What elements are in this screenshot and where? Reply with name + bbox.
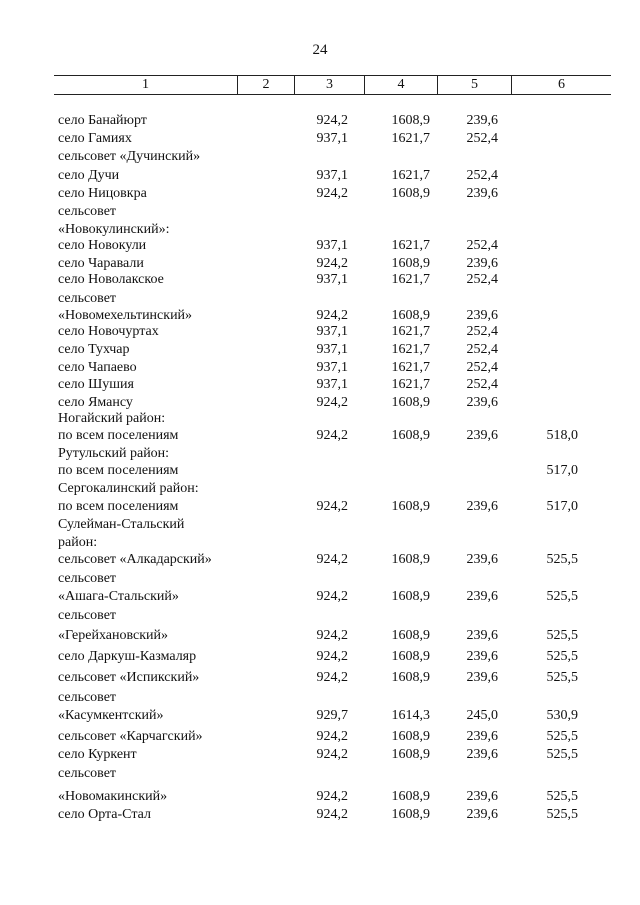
row-col5-value: 239,6 — [466, 649, 498, 664]
row-col6-value: 525,5 — [546, 789, 578, 804]
row-col5-value: 252,4 — [466, 360, 498, 375]
table-row — [0, 203, 640, 221]
row-col5-value: 239,6 — [466, 186, 498, 201]
row-col3-value: 924,2 — [316, 113, 348, 128]
table-row — [0, 185, 640, 203]
row-name: село Новокули — [58, 238, 147, 253]
row-col3-value: 924,2 — [316, 670, 348, 685]
row-col4-value: 1621,7 — [391, 168, 430, 183]
table-row — [0, 627, 640, 645]
table-row — [0, 788, 640, 806]
row-col3-value: 937,1 — [316, 324, 348, 339]
row-col6-value: 525,5 — [546, 628, 578, 643]
row-col6-value: 525,5 — [546, 747, 578, 762]
row-name: сельсовет — [58, 291, 117, 306]
row-name: сельсовет «Алкадарский» — [58, 552, 212, 567]
row-col5-value: 239,6 — [466, 256, 498, 271]
table-row — [0, 359, 640, 377]
row-col5-value: 252,4 — [466, 342, 498, 357]
row-col4-value: 1608,9 — [391, 256, 430, 271]
row-col3-value: 924,2 — [316, 308, 348, 323]
row-name: село Орта-Стал — [58, 807, 151, 822]
row-col3-value: 924,2 — [316, 428, 348, 443]
row-col6-value: 517,0 — [546, 499, 578, 514]
row-col4-value: 1608,9 — [391, 807, 430, 822]
row-col4-value: 1608,9 — [391, 395, 430, 410]
row-col4-value: 1621,7 — [391, 238, 430, 253]
column-header-1: 1 — [54, 76, 238, 94]
row-col4-value: 1608,9 — [391, 113, 430, 128]
row-col4-value: 1621,7 — [391, 324, 430, 339]
column-header-5: 5 — [438, 76, 512, 94]
table-row — [0, 765, 640, 783]
row-name: село Чаравали — [58, 256, 144, 271]
table-row — [0, 728, 640, 746]
row-col6-value: 525,5 — [546, 807, 578, 822]
column-header-3: 3 — [295, 76, 365, 94]
row-col5-value: 239,6 — [466, 589, 498, 604]
row-name: село Чапаево — [58, 360, 137, 375]
row-name: «Новомехельтинский» — [58, 308, 193, 323]
table-row — [0, 427, 640, 445]
table-row — [0, 341, 640, 359]
row-name: село Банайюрт — [58, 113, 147, 128]
table-row — [0, 588, 640, 606]
table-row — [0, 648, 640, 666]
row-col4-value: 1608,9 — [391, 499, 430, 514]
row-col3-value: 924,2 — [316, 729, 348, 744]
table-row — [0, 669, 640, 687]
table-row — [0, 237, 640, 255]
row-name: село Ямансу — [58, 395, 133, 410]
row-col3-value: 937,1 — [316, 360, 348, 375]
row-name: Сулейман-Стальский — [58, 517, 185, 532]
row-col4-value: 1608,9 — [391, 589, 430, 604]
row-col6-value: 518,0 — [546, 428, 578, 443]
table-row — [0, 534, 640, 552]
row-name: сельсовет — [58, 204, 117, 219]
row-col3-value: 924,2 — [316, 747, 348, 762]
row-name: район: — [58, 535, 98, 550]
row-name: сельсовет «Испикский» — [58, 670, 200, 685]
row-col6-value: 525,5 — [546, 589, 578, 604]
row-name: село Тухчар — [58, 342, 130, 357]
row-name: «Новомакинский» — [58, 789, 168, 804]
row-col5-value: 239,6 — [466, 499, 498, 514]
row-col4-value: 1621,7 — [391, 272, 430, 287]
row-col5-value: 239,6 — [466, 628, 498, 643]
row-col3-value: 924,2 — [316, 807, 348, 822]
table-row — [0, 112, 640, 130]
row-col5-value: 252,4 — [466, 324, 498, 339]
row-col3-value: 924,2 — [316, 395, 348, 410]
row-col4-value: 1608,9 — [391, 729, 430, 744]
table-row — [0, 445, 640, 463]
row-col6-value: 525,5 — [546, 649, 578, 664]
row-name: сельсовет — [58, 690, 117, 705]
row-col3-value: 937,1 — [316, 131, 348, 146]
row-name: «Герейхановский» — [58, 628, 168, 643]
column-header-6: 6 — [558, 77, 565, 92]
row-name: сельсовет — [58, 766, 117, 781]
row-name: по всем поселениям — [58, 463, 179, 478]
row-col3-value: 924,2 — [316, 589, 348, 604]
table-row — [0, 707, 640, 725]
row-col3-value: 937,1 — [316, 377, 348, 392]
table-row — [0, 689, 640, 707]
row-col4-value: 1608,9 — [391, 628, 430, 643]
table-row — [0, 480, 640, 498]
row-col3-value: 924,2 — [316, 649, 348, 664]
row-col5-value: 239,6 — [466, 395, 498, 410]
table-row — [0, 323, 640, 341]
row-col3-value: 924,2 — [316, 552, 348, 567]
row-name: Рутульский район: — [58, 446, 170, 461]
table-row — [0, 516, 640, 534]
row-name: по всем поселениям — [58, 428, 179, 443]
row-name: по всем поселениям — [58, 499, 179, 514]
row-col5-value: 239,6 — [466, 113, 498, 128]
row-col3-value: 924,2 — [316, 256, 348, 271]
row-col6-value: 517,0 — [546, 463, 578, 478]
row-col3-value: 924,2 — [316, 186, 348, 201]
row-col5-value: 239,6 — [466, 552, 498, 567]
row-name: Сергокалинский район: — [58, 481, 199, 496]
row-name: «Ашага-Стальский» — [58, 589, 179, 604]
row-col5-value: 252,4 — [466, 168, 498, 183]
row-name: Ногайский район: — [58, 411, 166, 426]
row-col5-value: 245,0 — [466, 708, 498, 723]
row-name: село Новочуртах — [58, 324, 159, 339]
row-col5-value: 252,4 — [466, 272, 498, 287]
row-col4-value: 1621,7 — [391, 131, 430, 146]
row-col3-value: 924,2 — [316, 789, 348, 804]
row-name: «Касумкентский» — [58, 708, 164, 723]
row-name: «Новокулинский»: — [58, 222, 170, 237]
row-name: сельсовет — [58, 571, 117, 586]
row-col6-value: 525,5 — [546, 670, 578, 685]
row-col3-value: 924,2 — [316, 628, 348, 643]
row-name: сельсовет «Карчагский» — [58, 729, 203, 744]
row-col6-value: 530,9 — [546, 708, 578, 723]
row-col3-value: 929,7 — [316, 708, 348, 723]
row-col4-value: 1614,3 — [391, 708, 430, 723]
table-row — [0, 130, 640, 148]
row-col3-value: 924,2 — [316, 499, 348, 514]
row-col4-value: 1608,9 — [391, 308, 430, 323]
table-row — [0, 607, 640, 625]
row-col6-value: 525,5 — [546, 552, 578, 567]
row-col3-value: 937,1 — [316, 272, 348, 287]
page-number: 24 — [312, 42, 328, 58]
row-name: село Гамиях — [58, 131, 132, 146]
row-col3-value: 937,1 — [316, 168, 348, 183]
table-row — [0, 498, 640, 516]
column-header-2: 2 — [238, 76, 295, 94]
row-col4-value: 1621,7 — [391, 360, 430, 375]
row-col3-value: 937,1 — [316, 342, 348, 357]
row-name: село Куркент — [58, 747, 137, 762]
row-col5-value: 239,6 — [466, 729, 498, 744]
row-name: село Новолакское — [58, 272, 164, 287]
table-row — [0, 167, 640, 185]
table-row — [0, 290, 640, 308]
table-row — [0, 746, 640, 764]
row-col4-value: 1621,7 — [391, 377, 430, 392]
row-name: село Ницовкра — [58, 186, 147, 201]
table-row — [0, 376, 640, 394]
row-col5-value: 239,6 — [466, 807, 498, 822]
table-row — [0, 806, 640, 824]
row-col4-value: 1608,9 — [391, 186, 430, 201]
table-row — [0, 148, 640, 166]
row-name: сельсовет — [58, 608, 117, 623]
row-col4-value: 1608,9 — [391, 789, 430, 804]
table-row — [0, 462, 640, 480]
row-col5-value: 252,4 — [466, 131, 498, 146]
row-col4-value: 1621,7 — [391, 342, 430, 357]
row-name: село Даркуш-Казмаляр — [58, 649, 197, 664]
row-col4-value: 1608,9 — [391, 552, 430, 567]
row-col5-value: 239,6 — [466, 789, 498, 804]
row-col4-value: 1608,9 — [391, 649, 430, 664]
table-row — [0, 410, 640, 428]
row-name: село Шушия — [58, 377, 134, 392]
row-name: село Дучи — [58, 168, 120, 183]
row-col4-value: 1608,9 — [391, 747, 430, 762]
row-col4-value: 1608,9 — [391, 670, 430, 685]
row-col5-value: 239,6 — [466, 428, 498, 443]
row-col5-value: 239,6 — [466, 308, 498, 323]
column-header-4: 4 — [365, 76, 438, 94]
row-col5-value: 252,4 — [466, 238, 498, 253]
row-col5-value: 239,6 — [466, 747, 498, 762]
row-col3-value: 937,1 — [316, 238, 348, 253]
row-col5-value: 239,6 — [466, 670, 498, 685]
row-col6-value: 525,5 — [546, 729, 578, 744]
row-name: сельсовет «Дучинский» — [58, 149, 201, 164]
table-row — [0, 551, 640, 569]
table-row — [0, 271, 640, 289]
table-row — [0, 570, 640, 588]
row-col4-value: 1608,9 — [391, 428, 430, 443]
row-col5-value: 252,4 — [466, 377, 498, 392]
